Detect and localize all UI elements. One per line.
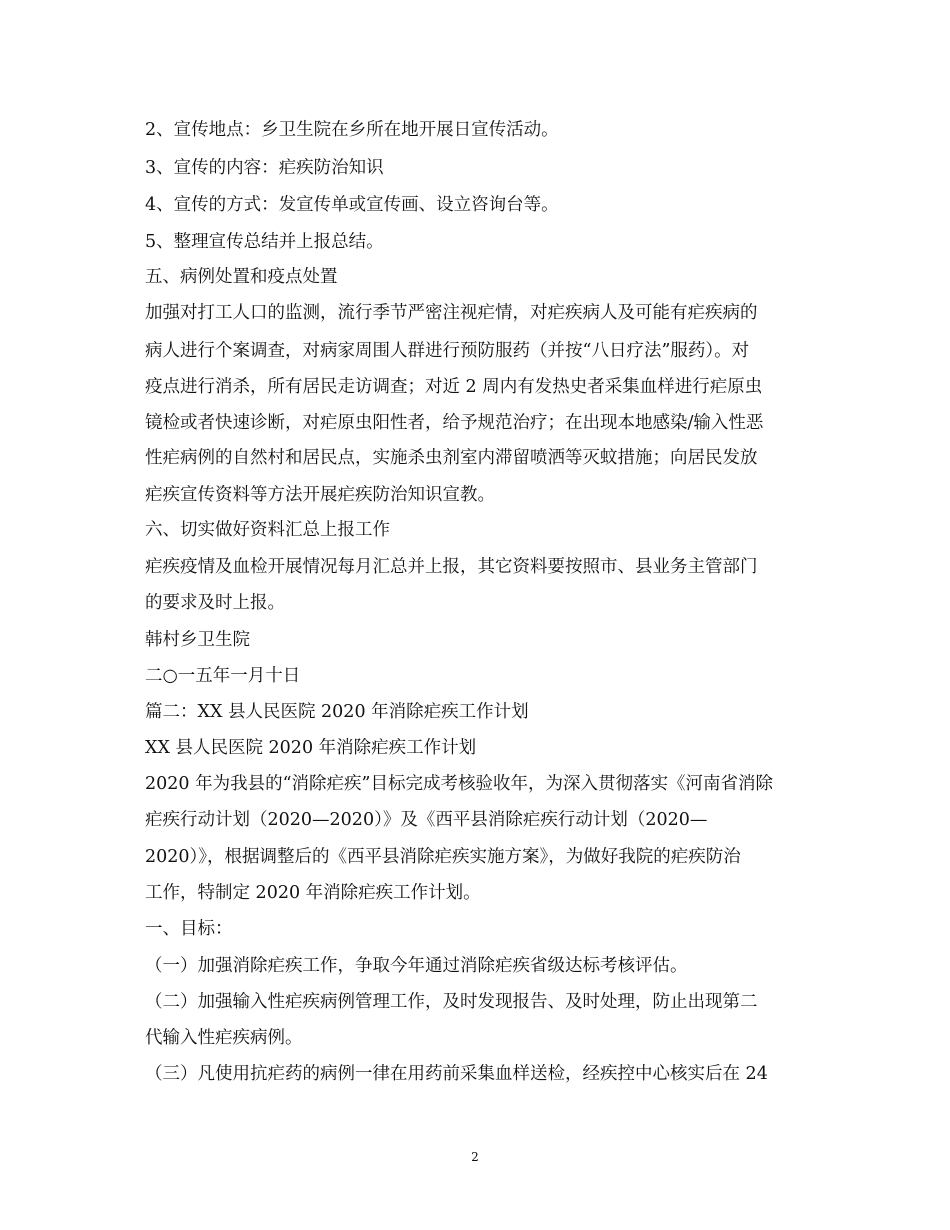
text-line: 2020 年为我县的“消除疟疾”目标完成考核验收年，为深入贯彻落实《河南省消除 (145, 774, 773, 794)
text-line: 镜检或者快速诊断，对疟原虫阳性者，给予规范治疗；在出现本地感染/输入性恶 (145, 413, 764, 433)
text-line: 疟疾行动计划（2020—2020）》及《西平县消除疟疾行动计划（2020— (145, 810, 708, 830)
list-item: （二）加强输入性疟疾病例管理工作，及时发现报告、及时处理，防止出现第二 (145, 992, 758, 1012)
page-number: 2 (471, 1150, 479, 1164)
text-line: 2、宣传地点：乡卫生院在乡所在地开展日宣传活动。 (145, 120, 559, 140)
text-line: 疟疾宣传资料等方法开展疟疾防治知识宣教。 (145, 485, 495, 505)
document-title: XX 县人民医院 2020 年消除疟疾工作计划 (145, 738, 477, 758)
text-line: 疟疾疫情及血检开展情况每月汇总并上报，其它资料要按照市、县业务主管部门 (145, 557, 758, 577)
text-line: 工作，特制定 2020 年消除疟疾工作计划。 (145, 883, 481, 903)
list-item: （一）加强消除疟疾工作，争取今年通过消除疟疾省级达标考核评估。 (145, 956, 688, 976)
text-line: 代输入性疟疾病例。 (145, 1028, 303, 1048)
list-item: （三）凡使用抗疟药的病例一律在用药前采集血样送检，经疾控中心核实后在 24 (145, 1064, 768, 1084)
signature-org: 韩村乡卫生院 (145, 630, 250, 650)
section-heading: 一、目标： (145, 919, 233, 939)
section-heading: 五、病例处置和疫点处置 (145, 267, 338, 287)
text-line: 加强对打工人口的监测，流行季节严密注视疟情，对疟疾病人及可能有疟疾病的 (145, 303, 758, 323)
text-line: 3、宣传的内容：疟疾防治知识 (145, 158, 384, 178)
text-line: 5、整理宣传总结并上报总结。 (145, 232, 384, 252)
text-line: 2020）》，根据调整后的《西平县消除疟疾实施方案》，为做好我院的疟疾防治 (145, 847, 741, 867)
text-line: 疫点进行消杀，所有居民走访调查；对近 2 周内有发热史者采集血样进行疟原虫 (145, 377, 763, 397)
section-heading: 六、切实做好资料汇总上报工作 (145, 520, 390, 540)
text-line: 性疟病例的自然村和居民点，实施杀虫剂室内滞留喷洒等灭蚊措施；向居民发放 (145, 448, 758, 468)
text-line: 的要求及时上报。 (145, 593, 285, 613)
text-line: 病人进行个案调查，对病家周围人群进行预防服药（并按“八日疗法”服药）。对 (145, 341, 750, 361)
text-line: 4、宣传的方式：发宣传单或宣传画、设立咨询台等。 (145, 195, 559, 215)
chapter-title: 篇二：XX 县人民医院 2020 年消除疟疾工作计划 (145, 702, 529, 722)
signature-date: 二○一五年一月十日 (145, 666, 301, 686)
